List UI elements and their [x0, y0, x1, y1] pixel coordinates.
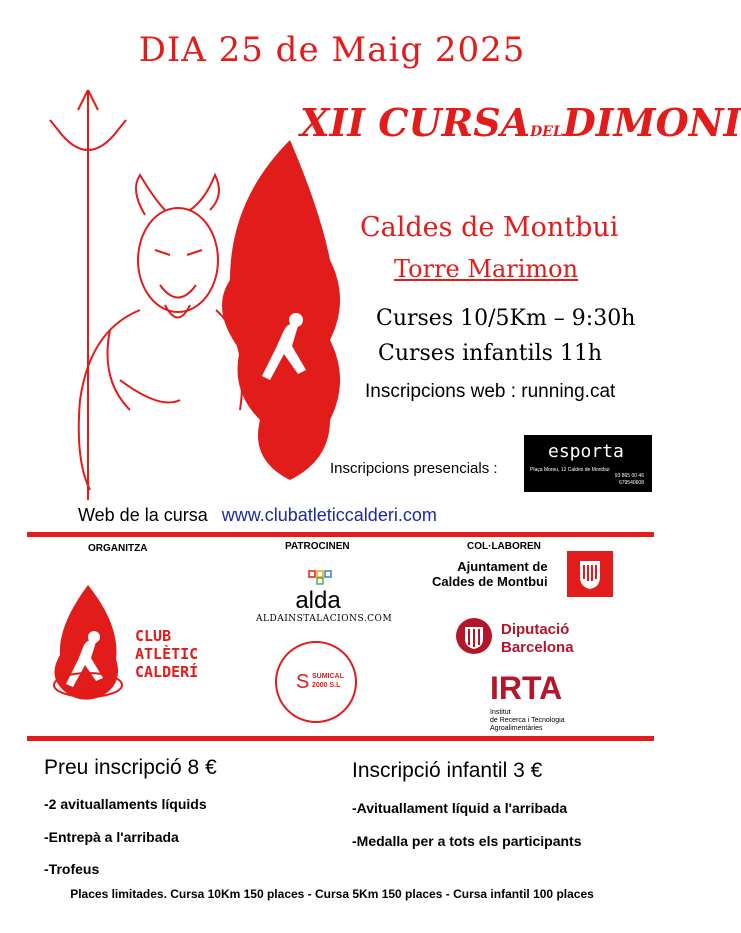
alda-squares-icon [287, 570, 349, 584]
adult-item: -Entrepà a l'arribada [44, 829, 179, 845]
divider-bottom [27, 736, 654, 741]
esporta-phones: 93 865 00 46 679540608 [614, 473, 644, 486]
svg-text:S: S [296, 671, 310, 693]
race-website [78, 505, 437, 526]
esporta-name: esporta [548, 441, 624, 462]
adult-item: -2 avituallaments líquids [44, 796, 207, 812]
alda-website: ALDAINSTALACIONS.COM [256, 614, 393, 624]
divider-top [27, 532, 654, 537]
esporta-address: Plaça Moreu, 12 Caldes de Montbui [530, 467, 610, 473]
event-date: DIA 25 de Maig 2025 [138, 30, 526, 70]
sumical-logo [274, 640, 358, 724]
adult-price: Preu inscripció 8 € [44, 756, 217, 779]
ajuntament-name: Ajuntament de Caldes de Montbui [432, 559, 548, 589]
website-label: Web de la cursa [78, 505, 208, 525]
colaboren-heading: COL·LABOREN [467, 541, 541, 552]
event-title [300, 100, 741, 145]
places-limit: Places limitades. Cursa 10Km 150 places - Cursa 5Km 150 places - Cursa infantil 100 places [70, 887, 594, 901]
irta-logo: IRTA [490, 670, 563, 706]
ajuntament-shield-icon [567, 551, 613, 597]
irta-subtitle: Institut de Recerca i Tecnologia Agroalimentàries [490, 709, 565, 732]
club-flame-logo [48, 585, 128, 705]
schedule-adult: Curses 10/5Km – 9:30h [376, 306, 636, 331]
web-registration: Inscripcions web : running.cat [365, 381, 616, 402]
alda-name: alda [295, 587, 341, 614]
adult-item: -Trofeus [44, 861, 100, 877]
alda-logo [287, 570, 349, 614]
venue-name: Torre Marimon [394, 255, 579, 283]
child-price: Inscripció infantil 3 € [352, 759, 543, 782]
child-item: -Avituallament líquid a l'arribada [352, 800, 568, 816]
patrocinen-heading: PATROCINEN [285, 541, 350, 552]
diputacio-name: Diputació Barcelona [501, 621, 574, 656]
schedule-kids: Curses infantils 11h [378, 341, 603, 366]
diputacio-shield-icon [455, 617, 493, 655]
title-main: XII CURSA [300, 100, 531, 145]
presencial-registration: Inscripcions presencials : [330, 460, 498, 477]
title-del: DEL [530, 124, 563, 140]
website-link[interactable]: www.clubatleticcalderi.com [221, 505, 437, 525]
sumical-name: SUMICAL 2000 S.L [312, 673, 344, 689]
town-name: Caldes de Montbui [360, 212, 619, 243]
esporta-logo [524, 435, 652, 492]
title-end: DIMONI [562, 100, 741, 145]
club-name: CLUB ATLÈTIC CALDERÍ [135, 627, 199, 681]
organitza-heading: ORGANITZA [88, 543, 148, 554]
child-item: -Medalla per a tots els participants [352, 833, 582, 849]
